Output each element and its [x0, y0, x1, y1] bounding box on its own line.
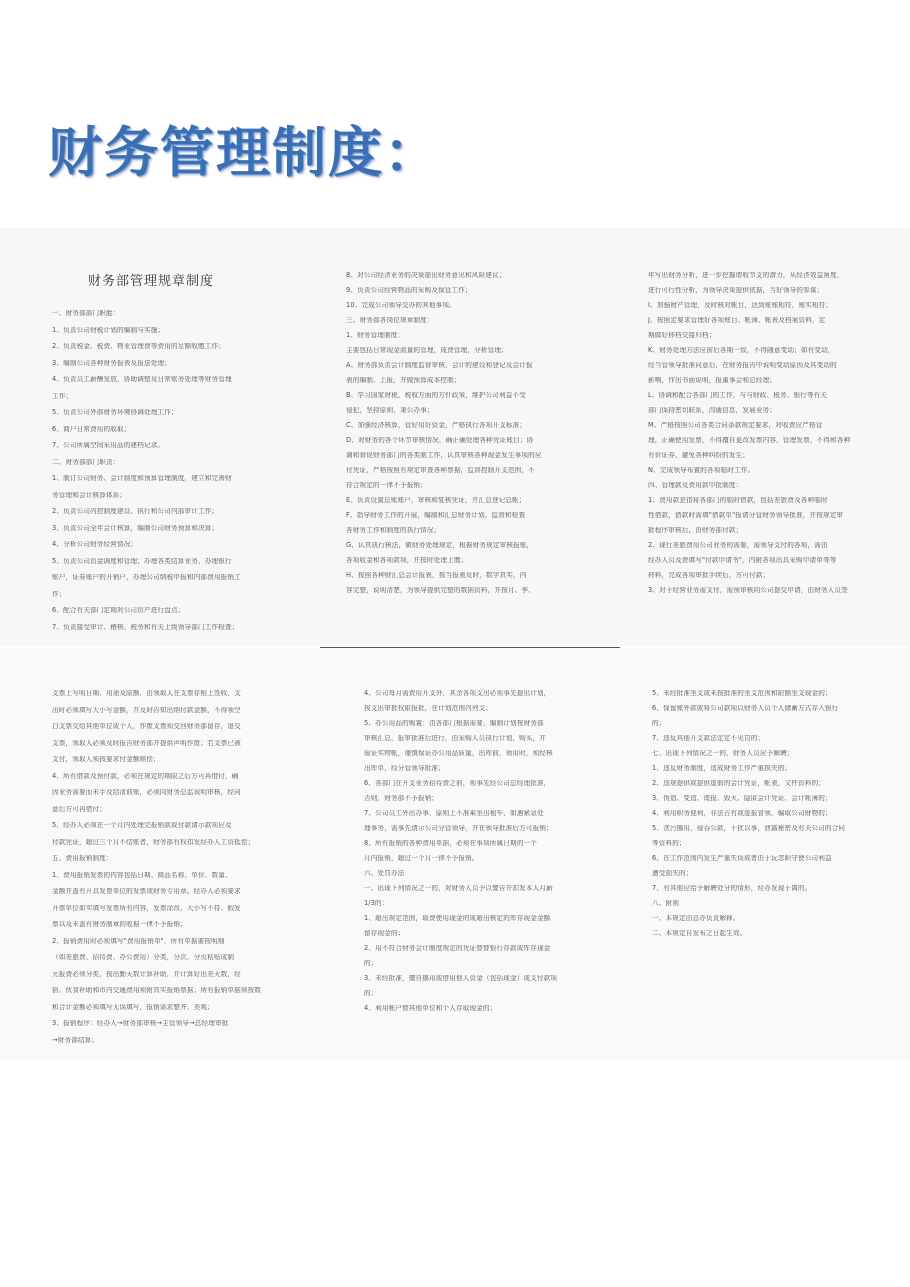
text-line: B、学习国家财税，税收方面的方针政策，维护公司利益不受 [346, 392, 527, 399]
text-line: 6、各部门在开支业务招待费之前，须事先经公司总经理批准， [364, 780, 551, 787]
text-line: K、财务处理方法应前后各期一致，不得随意变动；如有变动， [648, 347, 835, 354]
text-line: 9、负责公司经营物品的采购及保管工作； [346, 287, 472, 294]
text-line: 2、负责税金、税费、物业管理费等费用的足额收缴工作； [52, 343, 225, 350]
text-line: 有价证券，避免各种纠纷的发生； [648, 452, 750, 459]
text-column-2 [346, 272, 578, 602]
text-line: 理事务，需事先请示公司分管领导，并在领导批准后方可报销； [364, 825, 553, 832]
text-line: 4、所有借款及预付款，必须在规定的期限之后方可再借付，确 [52, 772, 239, 780]
text-line: 出时必须填写大小写金额，并及时告知出纳付款金额，不得领空 [52, 706, 241, 714]
text-line: 一、本规定由总办负责解释。 [652, 915, 740, 922]
text-line: 性借款，借款时需填"借款单"报请分管财务领导批准，并按规定审 [648, 512, 844, 519]
text-line: 4、利用职务便利，非法占有或虚报冒领，骗取公司财物的； [652, 810, 832, 817]
text-line: 6、保留账外款或将公司款项以财务人员个人储蓄方式存入银行 [652, 705, 839, 712]
document-heading: 财务部管理规章制度 [88, 274, 215, 289]
text-line: 支票上写明日期、用途及限额，由领取人在支票存根上签收，支 [52, 690, 241, 697]
text-line: 和合计金额必须填写无误填写，报销需求整齐，美观； [52, 1003, 214, 1011]
text-line: 5、未经批准坐支或未按批准的坐支范围和限额坐支现金的； [652, 690, 832, 697]
text-line: 各财务工作和制度的执行情况； [346, 527, 441, 534]
text-line: 4、分析公司财务经营情况； [52, 541, 138, 548]
text-line: 票以及未盖有财务制章的收据一律不予报销； [52, 921, 187, 928]
text-line: 元报费必须分类，按出勤天数计算补助，并计算好出差天数，经 [52, 970, 241, 978]
text-line: M、严格按照公司各类合同条款规定要求，对收费应严格管 [648, 422, 823, 429]
text-line: 进行可行性分析，为领导决策提供依据，当好领导的参谋； [648, 287, 824, 294]
text-line: 经当管领导批准同意后，在财务报告中说明变动原因及其变动的 [648, 362, 837, 369]
text-line: 作； [52, 590, 66, 598]
text-column-5 [364, 690, 586, 1020]
text-line: 5、负责公司外部财务环境协调处理工作； [52, 409, 178, 416]
text-line: 7、违反其他开支款法定定不见罚的； [652, 735, 765, 742]
text-line: 2、报销费用时必须填写"费用报销单"，所有单据要按明细 [52, 937, 225, 945]
text-line: 开票单位如实填写发票所有内容，发票涂改、大小写不符、假发 [52, 904, 241, 912]
text-line: 主要包括日常现金流量的管理，成费管理，分析管理； [346, 347, 508, 354]
text-line: 四、管理款及费用款申批制度： [648, 482, 743, 489]
text-line: 一、财务部部门职能： [52, 310, 120, 317]
text-line: 1、超出规定范围，取费使用现金的或超出核定的库存现金金额 [364, 915, 551, 922]
text-line: 2、违规提供或提供虚假的会计凭证，帐表，文件资料的； [652, 780, 825, 787]
text-line: 的； [364, 990, 378, 997]
text-line: 1、负责公司财税计划的编制与实施； [52, 326, 165, 334]
text-line: 5、经办人必须在一个月内处理完报销款或付款请示款项应及 [52, 822, 232, 829]
text-line: 否则，财务部不予报销； [364, 795, 439, 802]
text-line: 经办人员及费填写"付款申请书"，内附各项出具采购申请单等等 [648, 557, 837, 564]
text-line: 4、负责员工薪酬发放，协助调整及日常账务处理等财务管理 [52, 376, 232, 383]
text-line: 3、未经批准，擅自挪用或借用他人资金（包括现金）或支付款项 [364, 975, 558, 982]
text-line: 5、贪污挪用，侵吞公款，干扰以事，泄露秘密及有关公司的合同 [652, 825, 846, 832]
text-line: 按支出审批权限报批，在计划范围内列支； [364, 705, 493, 712]
text-line: 遭受损失的； [652, 870, 693, 877]
text-line: F、指导财务工作的开展，编制和汇总财务计划，监督和检查 [346, 512, 526, 519]
text-line: 五、费用报销制度： [52, 855, 113, 862]
text-line: 因业务需要而未手及结清前账，必须向财务总监说明审核，经同 [52, 789, 241, 796]
text-line: 4、公司每月需费用开支外，其余各项支出必须事先提出计划， [364, 690, 551, 697]
text-column-4 [52, 690, 292, 1053]
text-line: 一、出现下列情况之一的，对财务人员予以警告并扣发本人月薪 [364, 885, 553, 892]
text-line: 三、财务部各岗位规章制度： [346, 317, 434, 324]
text-line: 六、处罚办法 [364, 870, 405, 877]
text-line: 5、办公用品的购置：由各部门根据需要，编制计划按财务部 [364, 720, 544, 727]
text-line: 支票，领取人必须及时报告财务部并提供声明作废；若支票已被 [52, 739, 241, 747]
text-line: 2、现行差旅费用公司业务的需要，需领导支付的各项，需由 [648, 542, 828, 549]
text-line: 1、费用报销发票的内容包括日期、商品名称、单价、数量、 [52, 871, 232, 879]
text-column-1 [52, 310, 292, 640]
text-line: 8、所有报销的各种费用单据，必须在事项所属日期的一个 [364, 840, 537, 847]
text-line: 白支票交给其他单位或个人，作废支票须交回财务部留存，退交 [52, 723, 241, 730]
text-line: 3、编制公司各种财务报表及报送处理； [52, 359, 171, 367]
text-line: 的； [364, 960, 378, 967]
text-line: 1/3的： [364, 900, 389, 907]
text-line: 材料，完成各项审批手续后，方可付款； [648, 572, 770, 579]
text-line: 等资料的； [652, 840, 686, 847]
text-line: 付款凭证，超过三个月不结账者，财务部有权扣发经办人工资抵偿； [52, 838, 255, 846]
text-line: 8、对公司经济业务的决策提出财务意见和风险建议； [346, 272, 506, 279]
text-line: 1、违反财务制度，造成财务工作严重损失的； [652, 765, 792, 772]
text-line: 5、负责公司资金调度和管理；办理各类结算业务，办理银行 [52, 557, 232, 565]
text-line: 工作； [52, 392, 73, 400]
text-line: 七、出现下列情况之一的，财务人员应予解聘； [652, 750, 794, 757]
text-column-3 [648, 272, 886, 602]
page-divider [320, 647, 620, 648]
text-line: 务管理和会计核算体系； [52, 491, 127, 499]
text-line: 1、费用款是指将各部门的临时借款，包括差旅费及各种临时 [648, 497, 828, 504]
text-line: C、加强经济核算，管好用好资金，严格执行各项开支标准； [346, 422, 527, 429]
text-line: 4、利用帐户替其他单位和个人存取现金的； [364, 1005, 497, 1012]
text-line: 1、制订公司财务、会计制度和预算管理制度，建立和完善财 [52, 475, 232, 482]
text-line: 出库单，经分管领导批准； [364, 765, 445, 772]
text-line: 影响，作出书面说明，报董事会和总经理； [648, 377, 777, 384]
text-line: 的； [652, 720, 666, 727]
text-line: →财务部结算； [52, 1036, 99, 1044]
text-line: 二、本规定自发布之日起生效。 [652, 930, 747, 937]
text-line: 付凭证，严格按照有规定审查各种票据，监督控制开支范围，不 [346, 467, 535, 474]
text-line: 6、在工作范围内发生严重失误或者由于玩忽职守使公司利益 [652, 855, 832, 862]
text-line: 1、财务管理制度： [346, 332, 405, 339]
text-line: 符合规定的一律不予报销； [346, 482, 427, 489]
text-line: 批程序审核后，由财务部付款； [648, 527, 743, 534]
text-line: 宿、伙食补助和市内交通费用须附真实报销票据；所有报销单据须按数 [52, 987, 262, 994]
text-line: H、按照各种财汇总会计报表，按当报表及时，数字真实，内 [346, 572, 527, 579]
page-title: 财务管理制度： [48, 121, 440, 184]
text-line: 6、商户日常费用的收取； [52, 425, 131, 433]
text-line: 3、伪造、变造、谎报、毁灭、隐匿会计凭证、会计帐簿的； [652, 795, 832, 802]
text-line: J、按照定要求管理好各项账目、帐簿、帐表及档案资料，定 [648, 317, 826, 324]
text-line: 2、负责公司内控制度建设、执行和公司内部审计工作； [52, 508, 219, 515]
text-line: 审核汇总，报审批准后进行，由采购人员执行计划，购买，并 [364, 735, 547, 742]
text-line: 7、有其他应给予解聘处分的情形，经办发现于离的。 [652, 885, 812, 892]
text-line: 3、对于经营业务需支付，需预审核向公司提交申请，由财务人员签 [648, 587, 848, 594]
text-line: 八、附则 [652, 900, 679, 907]
text-line: 支付，领取人须按要求付金额赔偿； [52, 756, 160, 763]
text-line: 侵犯，坚持原则，秉公办事； [346, 407, 434, 414]
text-line: E、负责设置总账账户，审核和复核凭证，并汇总登记总帐； [346, 497, 526, 504]
text-line: 留存现金的； [364, 930, 405, 937]
text-line: 验证实物帐，谨慎保证办公用品质量，出库前，领用时，须经核 [364, 750, 553, 757]
text-line: 6、配合有关部门定期对公司资产进行盘点； [52, 607, 185, 614]
text-line: L、协调和配合各部门的工作，与与财政、税务、银行等有关 [648, 392, 828, 399]
text-column-6 [652, 690, 886, 945]
text-line: 期做好移档交接归档； [648, 332, 716, 339]
text-line: 7、公司所属空间采用品的建档记录。 [52, 442, 165, 449]
text-line: 7、公司员工外出办事，原则上不准乘坐出租车，如遇紧急处 [364, 810, 544, 817]
text-line: （如差旅费、招待费、办公费用）分类，分次，分页粘贴成制 [52, 954, 235, 961]
text-line: 10、完成公司领导交办的其他事项。 [346, 302, 456, 309]
text-line: 容完整，说明清楚，为领导提供完整的数据资料，并按月、季、 [346, 587, 535, 594]
text-line: 各项收金和各项款项，并按时处理上缴； [346, 557, 468, 564]
text-line: 7、负责接受审计、稽核、税务和有关上级领导部门工作检查； [52, 623, 239, 631]
text-line: 月内报销，超过一个月一律不予报销。 [364, 855, 479, 862]
text-line: A、财务部负责会计制度监督审核，会计的建设和登记及会计报 [346, 362, 533, 369]
text-line: 调和督促财务部门的各类制工作，认真审核各种现金发生事项的应 [346, 452, 542, 459]
text-line: 表的编制、上报，并做预算成本控制； [346, 377, 461, 384]
text-line: 年写出财务分析，进一步挖掘增收节支的潜力，从经济效益角度， [648, 272, 844, 279]
text-line: 理，正确使用发票，不得擅自更改发票内容，管理发票，不得和各种 [648, 437, 851, 444]
text-line: 意后方可再借付； [52, 805, 106, 813]
text-line: 3、负责公司全年会计核算，编制公司财务预算和决算； [52, 524, 219, 532]
text-line: 2、用不符合财务会计制度规定的凭证替替银行存款或库存现金 [364, 945, 551, 952]
text-line: I、加强财产管理，及时核对帐目，达到账账相符，账实相符； [648, 302, 833, 309]
text-line: 金额并盖有开具发票单位的发票或财务专用章。经办人必须要求 [52, 888, 241, 895]
text-line: N、完成领导布置的各项临时工作。 [648, 467, 755, 474]
text-line: 账户，证券账户的开销户，办理公司纳税申报和内部费用报销工 [52, 574, 241, 581]
text-line: 3、报销程序：经办人→财务部审核→主管领导→总经理审批 [52, 1020, 229, 1027]
text-line: G、认真执行核法，做财务处理规定，根据财务规定审核报账， [346, 542, 534, 549]
text-line: 部门保持密切联系，沟通信息，发展业务； [648, 407, 777, 414]
text-line: 二、财务部部门职责： [52, 458, 120, 466]
text-line: D、对财务的各个环节审核情况，确正确处理各种凭证账目；协 [346, 437, 534, 444]
